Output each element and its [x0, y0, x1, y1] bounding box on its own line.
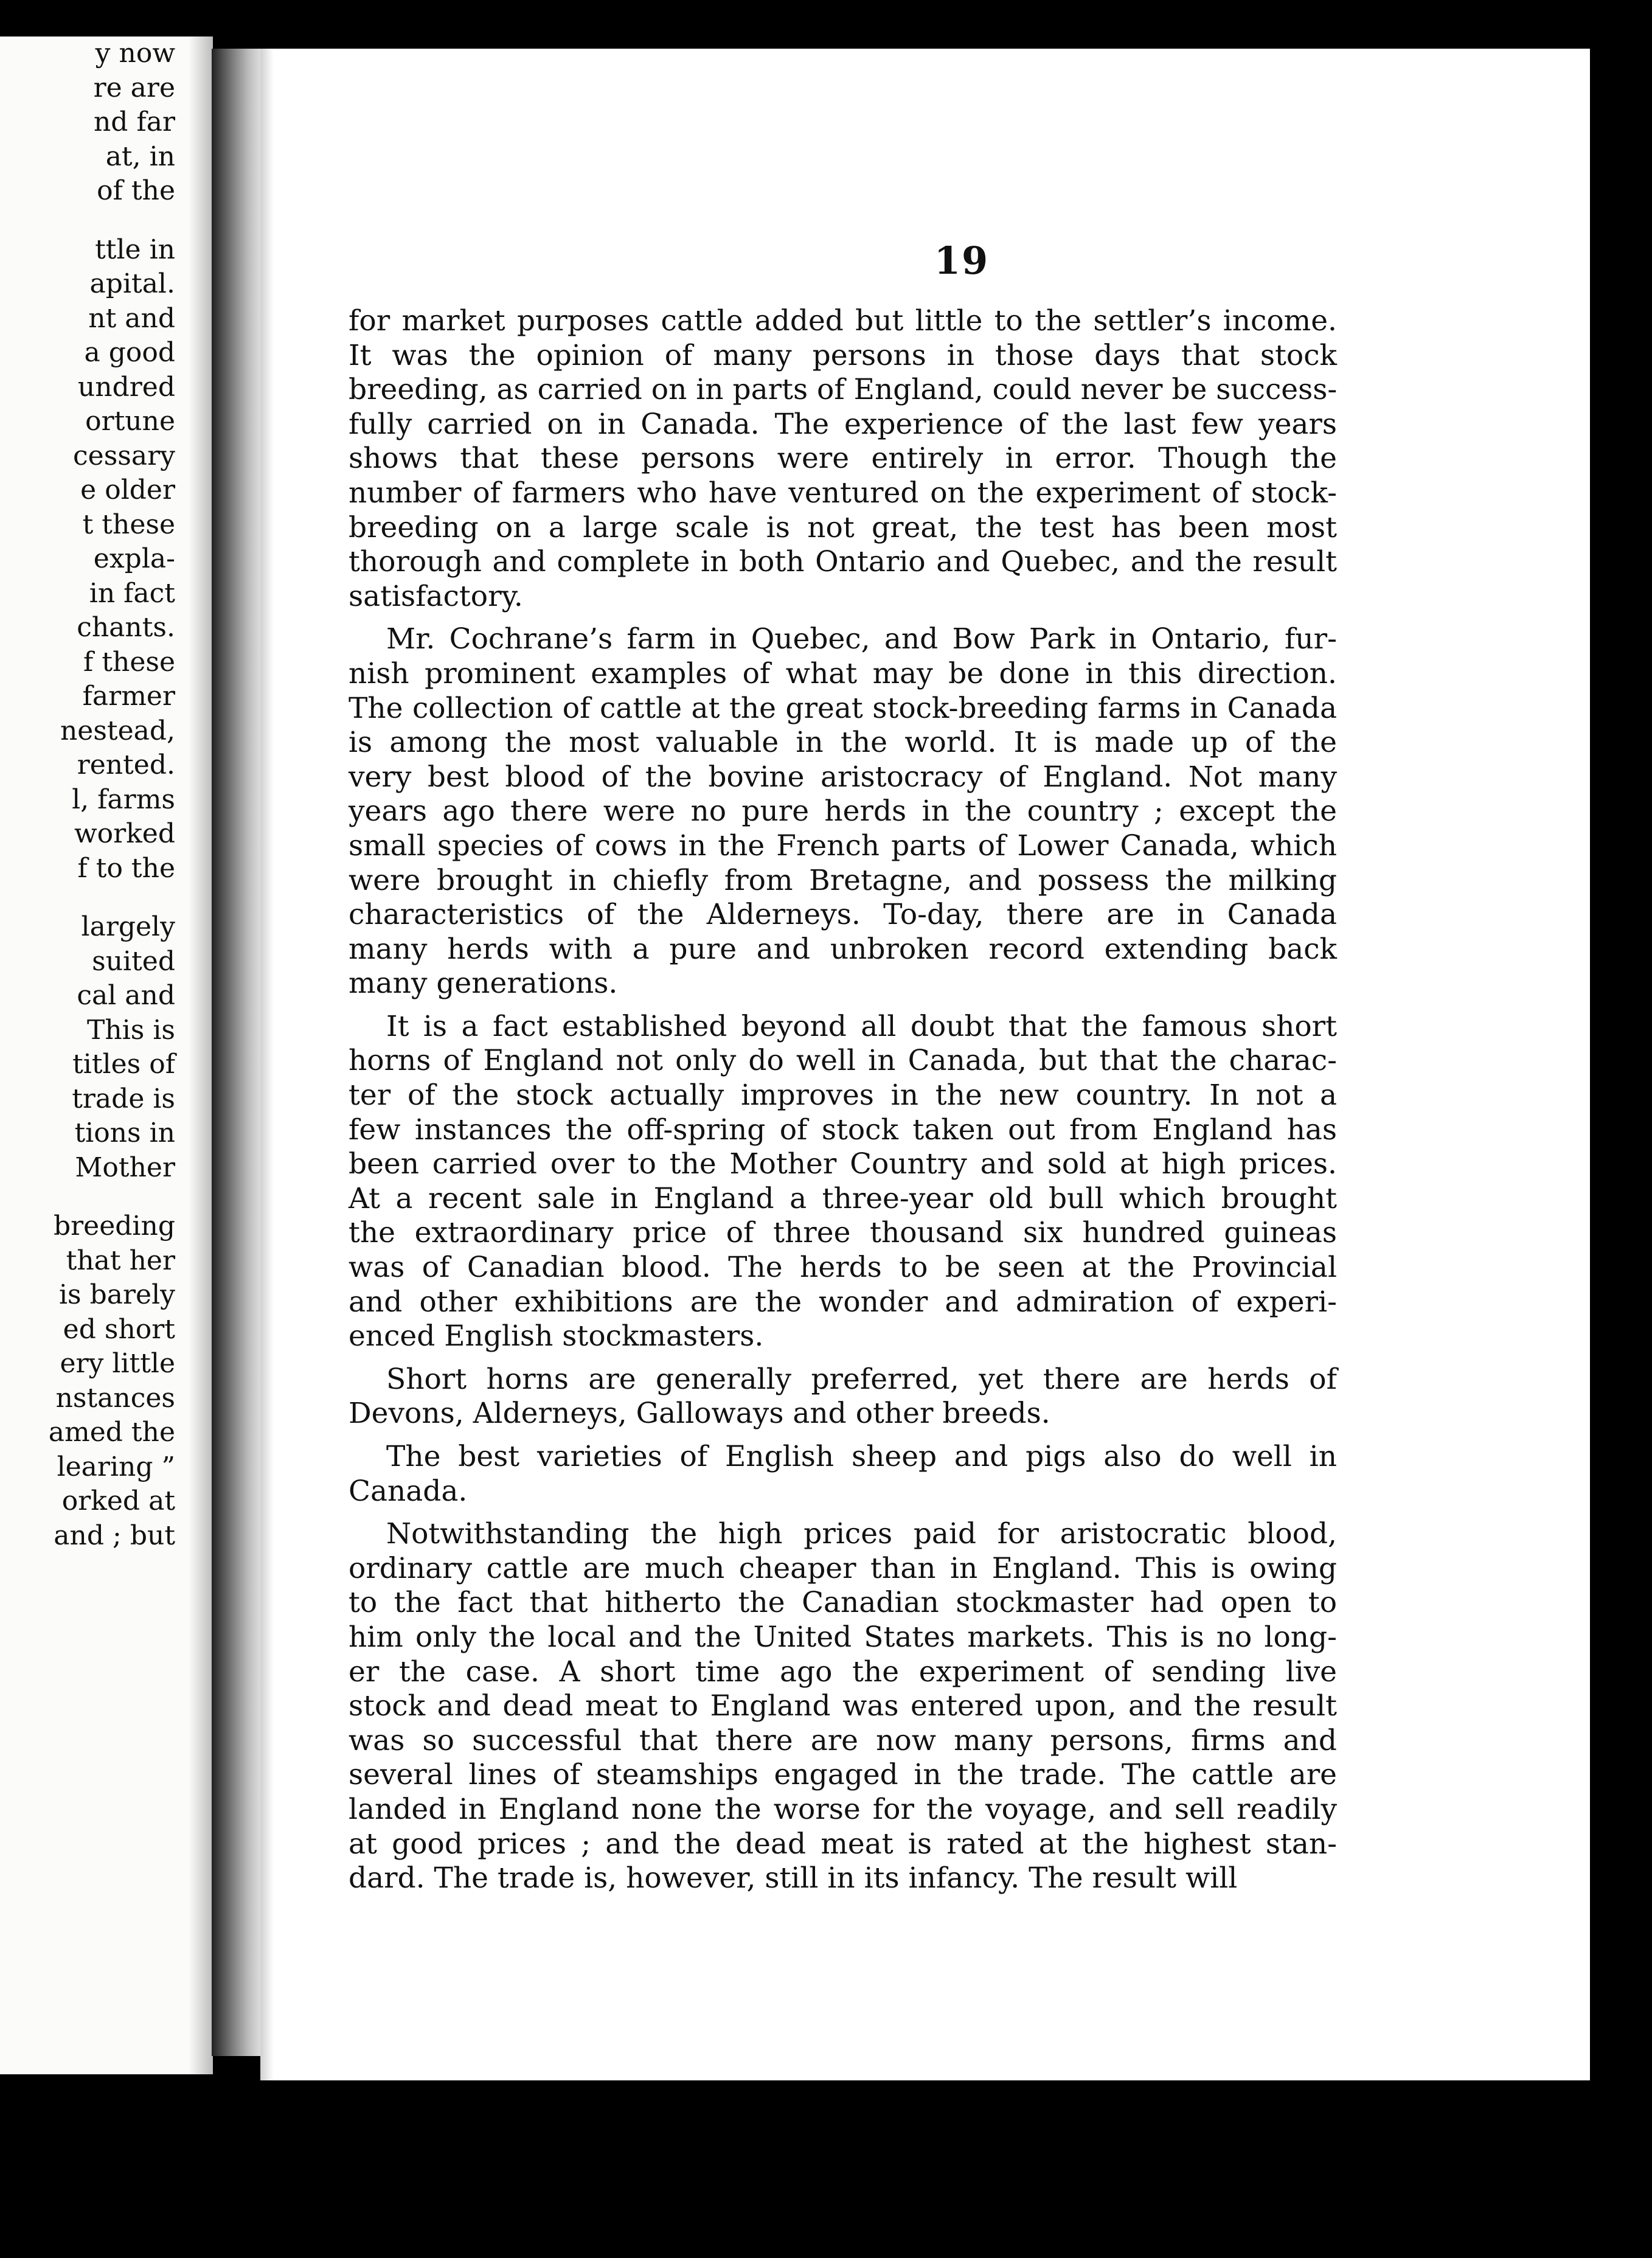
text-line: to the fact that hitherto the Canadian stockmaster had open to [349, 1586, 1337, 1620]
previous-page-line: ed short [63, 1313, 175, 1345]
text-line: the extraordinary price of three thousand six hundred guineas [349, 1216, 1337, 1250]
paragraph-gap [349, 614, 1337, 622]
text-line: Mr. Cochrane’s farm in Quebec, and Bow Park in Ontario, fur- [386, 622, 1337, 656]
page-edge-shadow [260, 49, 274, 2080]
text-line: is among the most valuable in the world. It is made up of the [349, 726, 1337, 760]
previous-page-line: ttle in [95, 234, 175, 265]
previous-page-line: cal and [77, 980, 175, 1011]
text-line: were brought in chiefly from Bretagne, and possess the milking [349, 863, 1337, 897]
previous-page-line: breeding [53, 1211, 175, 1242]
text-line: was of Canadian blood. The herds to be seen at the Provincial [349, 1251, 1337, 1285]
previous-page-line: largely [81, 911, 175, 942]
paragraph [349, 1440, 1337, 1509]
previous-page-line: e older [80, 474, 175, 505]
previous-page-line: nd far [93, 106, 175, 137]
paragraph-gap [349, 1509, 1337, 1517]
previous-page-line: in fact [89, 577, 175, 609]
text-line: The best varieties of English sheep and pigs also do well in [386, 1440, 1337, 1473]
text-line: Canada. [349, 1474, 468, 1508]
text-line: years ago there were no pure herds in the country ; except the [349, 794, 1337, 829]
previous-page-line: and ; but [54, 1520, 175, 1551]
text-line: small species of cows in the French parts of Lower Canada, which [349, 829, 1337, 863]
text-line: nish prominent examples of what may be done in this direction. [349, 656, 1337, 690]
previous-page-line: f these [83, 646, 175, 678]
previous-page-line: expla- [93, 543, 175, 574]
previous-page-line: cessary [73, 440, 175, 471]
text-line: him only the local and the United States markets. This is no long- [349, 1620, 1337, 1654]
paragraph [349, 1363, 1337, 1431]
paragraph-gap [17, 209, 175, 233]
previous-page-line: titles of [72, 1049, 175, 1080]
previous-page-line: at, in [105, 141, 175, 172]
text-line: Notwithstanding the high prices paid for aristocratic blood, [386, 1517, 1337, 1551]
previous-page [0, 36, 213, 2074]
text-line: characteristics of the Alderneys. To-day, there are in Canada [349, 898, 1337, 932]
previous-page-line: amed the [48, 1417, 175, 1448]
text-line: It was the opinion of many persons in those days that stock [349, 338, 1337, 372]
text-line: ter of the stock actually improves in the new country. In not a [349, 1079, 1337, 1113]
previous-page-line: ery little [60, 1348, 175, 1379]
paragraph-gap [17, 886, 175, 910]
previous-page-line: l, farms [72, 783, 175, 815]
previous-page-line: nstances [55, 1382, 175, 1414]
previous-page-line: learing ” [57, 1451, 175, 1482]
text-line: landed in England none the worse for the voyage, and sell readily [349, 1792, 1337, 1826]
text-line: and other exhibitions are the wonder and admiration of experi- [349, 1285, 1337, 1319]
paragraph-gap [349, 1354, 1337, 1363]
text-line: Devons, Alderneys, Galloways and other breeds. [349, 1397, 1050, 1431]
paragraph [349, 1010, 1337, 1354]
paragraph [349, 1517, 1337, 1896]
paragraph-gap [17, 1185, 175, 1209]
previous-page-line: worked [74, 818, 175, 849]
book-spine [212, 49, 260, 2056]
previous-page-line: of the [97, 175, 175, 206]
page-number: 19 [934, 238, 990, 283]
text-line: stock and dead meat to England was entered upon, and the result [349, 1689, 1337, 1723]
previous-page-line: farmer [82, 681, 175, 712]
text-line: fully carried on in Canada. The experience of the last few years [349, 407, 1337, 441]
previous-page-line: a good [84, 337, 175, 368]
previous-page-line: trade is [72, 1083, 175, 1114]
paragraph [349, 622, 1337, 1001]
previous-page-line: t these [82, 509, 175, 540]
text-line: shows that these persons were entirely in error. Though the [349, 442, 1337, 476]
text-line: few instances the off-spring of stock taken out from England has [349, 1113, 1337, 1147]
previous-page-line: suited [92, 945, 175, 977]
text-line: satisfactory. [349, 579, 523, 613]
text-line: dard. The trade is, however, still in its infancy. The result will [349, 1861, 1238, 1895]
previous-page-line: chants. [77, 612, 175, 643]
paragraph [349, 304, 1337, 614]
previous-page-text [17, 36, 175, 1553]
text-line: been carried over to the Mother Country and sold at high prices. [349, 1147, 1337, 1181]
current-page [260, 49, 1590, 2080]
previous-page-line: re are [93, 72, 175, 103]
text-line: Short horns are generally preferred, yet there are herds of [386, 1362, 1337, 1396]
text-line: The collection of cattle at the great stock-breeding farms in Canada [349, 691, 1337, 725]
page-body [349, 304, 1337, 1896]
previous-page-line: This is [87, 1014, 175, 1046]
previous-page-line: that her [66, 1245, 175, 1276]
previous-page-line: nt and [88, 302, 175, 334]
text-line: breeding on a large scale is not great, the test has been most [349, 510, 1337, 544]
previous-page-line: y now [95, 38, 175, 69]
previous-page-line: Mother [75, 1152, 175, 1183]
previous-page-line: tions in [74, 1117, 175, 1148]
gutter-shadow [189, 36, 213, 2074]
previous-page-line: apital. [89, 268, 175, 299]
text-line: It is a fact established beyond all doubt that the famous short [386, 1009, 1337, 1043]
text-line: many generations. [349, 967, 618, 1001]
text-line: At a recent sale in England a three-year old bull which brought [349, 1181, 1337, 1215]
text-line: enced English stockmasters. [349, 1319, 764, 1353]
previous-page-line: undred [77, 371, 175, 403]
previous-page-line: f to the [77, 852, 175, 884]
text-line: thorough and complete in both Ontario and Quebec, and the result [349, 545, 1337, 579]
text-line: was so successful that there are now many persons, firms and [349, 1723, 1337, 1757]
text-line: er the case. A short time ago the experiment of sending live [349, 1655, 1337, 1689]
text-line: horns of England not only do well in Canada, but that the charac- [349, 1044, 1337, 1078]
text-line: for market purposes cattle added but little to the settler’s income. [349, 304, 1337, 338]
text-line: many herds with a pure and unbroken record extending back [349, 932, 1337, 966]
text-line: ordinary cattle are much cheaper than in England. This is owing [349, 1551, 1337, 1585]
text-line: breeding, as carried on in parts of England, could never be success- [349, 373, 1338, 407]
paragraph-gap [349, 1001, 1337, 1010]
previous-page-line: ortune [85, 406, 175, 437]
text-line: several lines of steamships engaged in the trade. The cattle are [349, 1758, 1337, 1792]
previous-page-line: rented. [77, 749, 175, 780]
previous-page-line: is barely [58, 1279, 175, 1310]
text-line: number of farmers who have ventured on the experiment of stock- [349, 476, 1337, 510]
paragraph-gap [349, 1431, 1337, 1440]
text-line: at good prices ; and the dead meat is rated at the highest stan- [349, 1827, 1337, 1861]
text-line: very best blood of the bovine aristocracy of England. Not many [349, 760, 1337, 794]
previous-page-line: orked at [61, 1485, 175, 1516]
previous-page-line: nestead, [60, 715, 175, 746]
